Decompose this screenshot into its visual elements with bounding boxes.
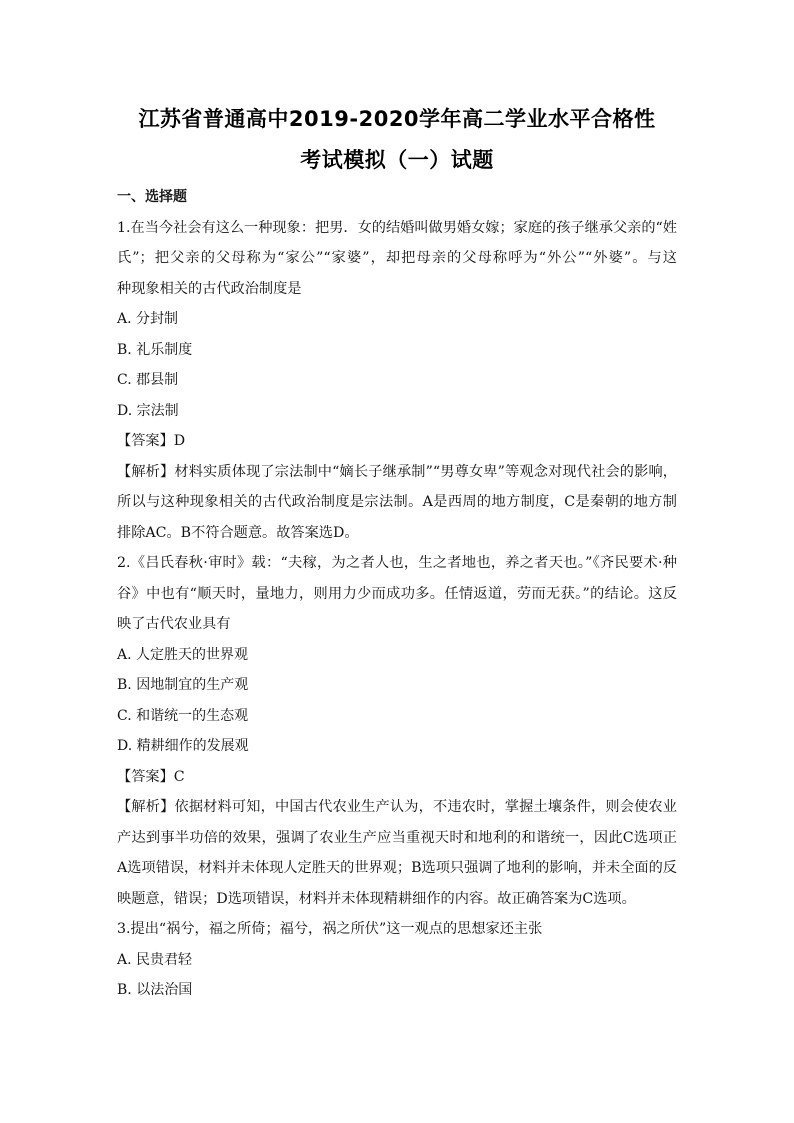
question-3-option-b: B. 以法治国: [117, 982, 193, 998]
question-1-analysis-line-2: 所以与这种现象相关的古代政治制度是宗法制。A是西周的地方制度，C是秦朝的地方制: [117, 494, 677, 510]
question-2-option-d: D. 精耕细作的发展观: [117, 738, 249, 754]
question-2-option-a: A. 人定胜天的世界观: [117, 646, 249, 663]
question-1-text-line-1: 1.在当今社会有这么一种现象：把男．女的结婚叫做男婚女嫁；家庭的孩子继承父亲的“姓: [117, 219, 677, 236]
question-1-analysis-line-1: 【解析】材料实质体现了宗法制中“嫡长子继承制”“男尊女卑”等观念对现代社会的影响，: [117, 463, 677, 480]
question-2-analysis-line-3: A选项错误，材料并未体现人定胜天的世界观；B选项只强调了地利的影响，并未全面的反: [117, 860, 677, 876]
question-1-analysis-line-3: 排除AC。B不符合题意。故答案选D。: [117, 524, 359, 541]
question-2-option-b: B. 因地制宜的生产观: [117, 677, 249, 693]
question-2-text-line-2: 谷》中也有“顺天时，量地力，则用力少而成功多。任情返道，劳而无获。”的结论。这反: [117, 585, 677, 602]
document-body: [117, 182, 677, 1006]
question-2-answer: 【答案】C: [117, 768, 185, 785]
section-heading: 一、选择题: [117, 189, 187, 205]
question-2-analysis-line-2: 产达到事半功倍的效果，强调了农业生产应当重视天时和地利的和谐统一，因此C选项正: [117, 829, 677, 846]
question-2-text-line-3: 映了古代农业具有: [117, 616, 231, 632]
question-2-option-c: C. 和谐统一的生态观: [117, 707, 249, 724]
question-1-option-c: C. 郡县制: [117, 372, 179, 388]
question-2-analysis-line-4: 映题意，错误；D选项错误，材料并未体现精耕细作的内容。故正确答案为C选项。: [117, 890, 636, 907]
question-1-option-a: A. 分封制: [117, 311, 179, 327]
question-1-answer: 【答案】D: [117, 433, 186, 449]
question-2-text-line-1: 2.《吕氏春秋·审时》载：“夫稼，为之者人也，生之者地也，养之者天也。”《齐民要术·种: [117, 555, 677, 571]
question-3-text-line-1: 3.提出“祸兮，福之所倚；福兮，祸之所伏”这一观点的思想家还主张: [117, 921, 543, 937]
question-1-text-line-2: 氏”；把父亲的父母称为“家公”“家婆”，却把母亲的父母称呼为“外公”“外婆”。与这: [117, 250, 677, 266]
question-1-option-d: D. 宗法制: [117, 402, 179, 419]
question-1-text-line-3: 种现象相关的古代政治制度是: [117, 280, 302, 297]
question-3-option-a: A. 民贵君轻: [117, 951, 193, 968]
question-2-analysis-line-1: 【解析】依据材料可知，中国古代农业生产认为，不违农时，掌握土壤条件，则会使农业: [117, 799, 677, 815]
title-line-1: 江苏省普通高中2019-2020学年高二学业水平合格性: [138, 107, 656, 131]
question-1-option-b: B. 礼乐制度: [117, 341, 193, 358]
title-line-2: 考试模拟（一）试题: [300, 148, 494, 172]
